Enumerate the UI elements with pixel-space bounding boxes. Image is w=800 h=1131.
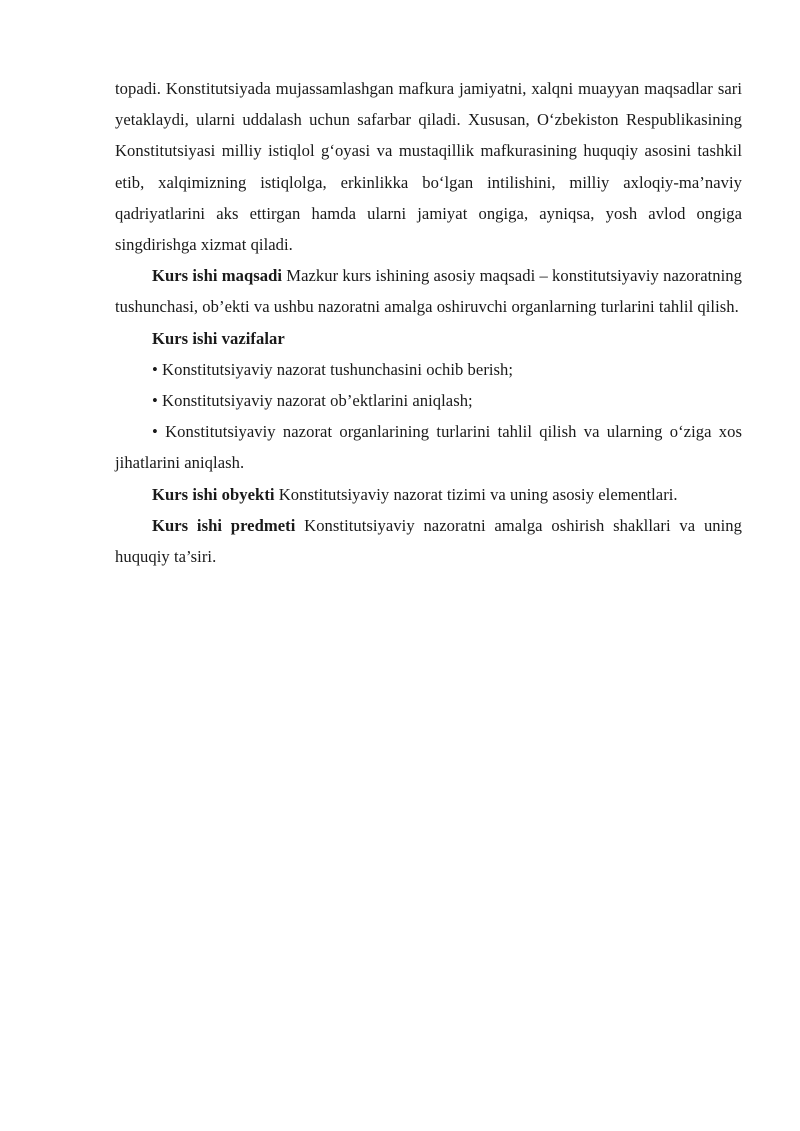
object-paragraph	[115, 479, 742, 510]
task-item: • Konstitutsiyaviy nazorat tushunchasini ochib berish;	[152, 359, 514, 379]
goal-paragraph	[115, 260, 742, 322]
task-item: • Konstitutsiyaviy nazorat organlarining turlarini tahlil qilish va ularning o‘ziga xos jihatlarini aniqlash.	[115, 422, 742, 473]
object-heading: Kurs ishi obyekti	[152, 484, 275, 504]
object-text: Konstitutsiyaviy nazorat tizimi va uning asosiy elementlari.	[274, 484, 678, 504]
task-item: • Konstitutsiyaviy nazorat ob’ektlarini aniqlash;	[152, 391, 473, 411]
intro-paragraph: topadi. Konstitutsiyada mujassamlashgan mafkura jamiyatni, xalqni muayyan maqsadlar sari yetaklaydi, ularni uddalash uchun safarbar qiladi. Xususan, O‘zbekiston Respublikasining Konstitutsiyasi milliy istiqlol g‘oyasi va mustaqillik mafkurasining huquqiy asosini tashkil etib, xalqimizning istiqlolga, erkinlikka bo‘lgan intilishini, milliy axloqiy-ma’naviy qadriyatlarini aks ettirgan hamda ularni jamiyat ongiga, ayniqsa, yosh avlod ongiga singdirishga xizmat qiladi.	[115, 79, 742, 255]
goal-text: Mazkur kurs ishining asosiy maqsadi – konstitutsiyaviy nazoratning tushunchasi, ob’ekti va ushbu nazoratni amalga oshiruvchi organlarning turlarini tahlil qilish.	[115, 266, 742, 317]
document-page	[115, 73, 742, 572]
subject-text: Konstitutsiyaviy nazoratni amalga oshirish shakllari va uning huquqiy ta’siri.	[115, 515, 742, 567]
goal-heading: Kurs ishi maqsadi	[152, 266, 283, 286]
tasks-heading: Kurs ishi vazifalar	[152, 328, 285, 348]
subject-paragraph	[115, 510, 742, 572]
subject-heading: Kurs ishi predmeti	[152, 515, 296, 535]
